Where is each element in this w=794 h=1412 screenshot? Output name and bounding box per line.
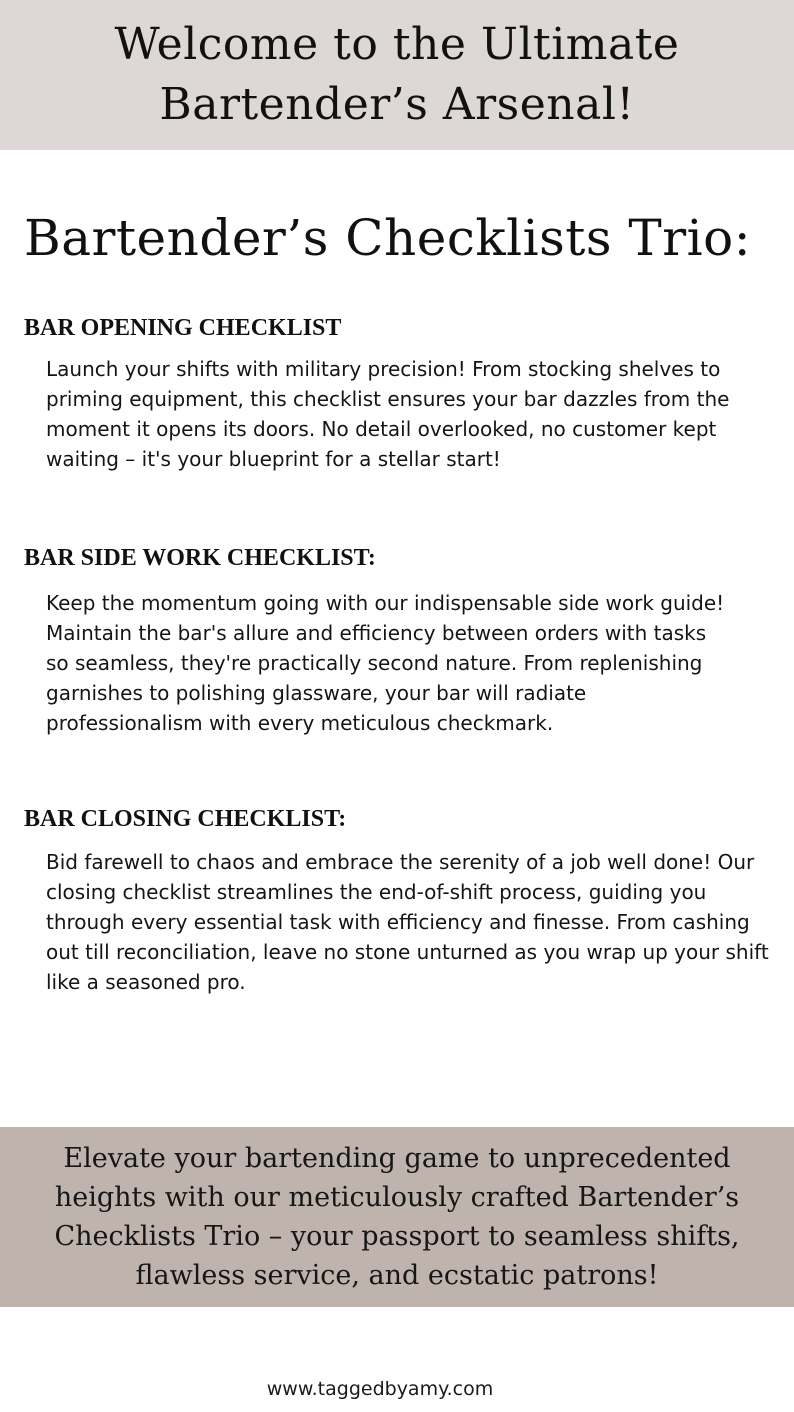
closing-checklist-heading: BAR CLOSING CHECKLIST: (24, 806, 347, 832)
side-work-checklist-heading: BAR SIDE WORK CHECKLIST: (24, 545, 376, 571)
closing-checklist-description: Bid farewell to chaos and embrace the serenity of a job well done! Our closing checklist streamlines the end-of-shift process, guiding you through every essential task with efficiency and finesse. From cashing out till reconciliation, leave no stone unturned as you wrap up your shift like a seasoned pro. (46, 850, 769, 994)
side-work-checklist-description: Keep the momentum going with our indispensable side work guide! Maintain the bar's allure and efficiency between orders with tasks so seamless, they're practically second nature. From replenishing garnishes to polishing glassware, your bar will radiate professionalism with every meticulous checkmark. (46, 591, 725, 735)
opening-checklist-description: Launch your shifts with military precision! From stocking shelves to priming equipment, this checklist ensures your bar dazzles from the moment it opens its doors. No detail overlooked, no customer kept waiting – it's your blueprint for a stellar start! (46, 357, 730, 471)
welcome-title: Welcome to the Ultimate Bartender’s Arsenal! (114, 19, 680, 130)
website-url: www.taggedbyamy.com (266, 1378, 494, 1400)
header-banner (0, 0, 794, 150)
promo-text: Elevate your bartending game to unprecedented heights with our meticulously crafted Bartender’s Checklists Trio – your passport to seamless shifts, flawless service, and ecstatic patrons! (54, 1143, 740, 1291)
opening-checklist-heading: BAR OPENING CHECKLIST (24, 315, 342, 341)
promo-banner (0, 1127, 794, 1307)
section-title: Bartender’s Checklists Trio: (24, 209, 752, 267)
